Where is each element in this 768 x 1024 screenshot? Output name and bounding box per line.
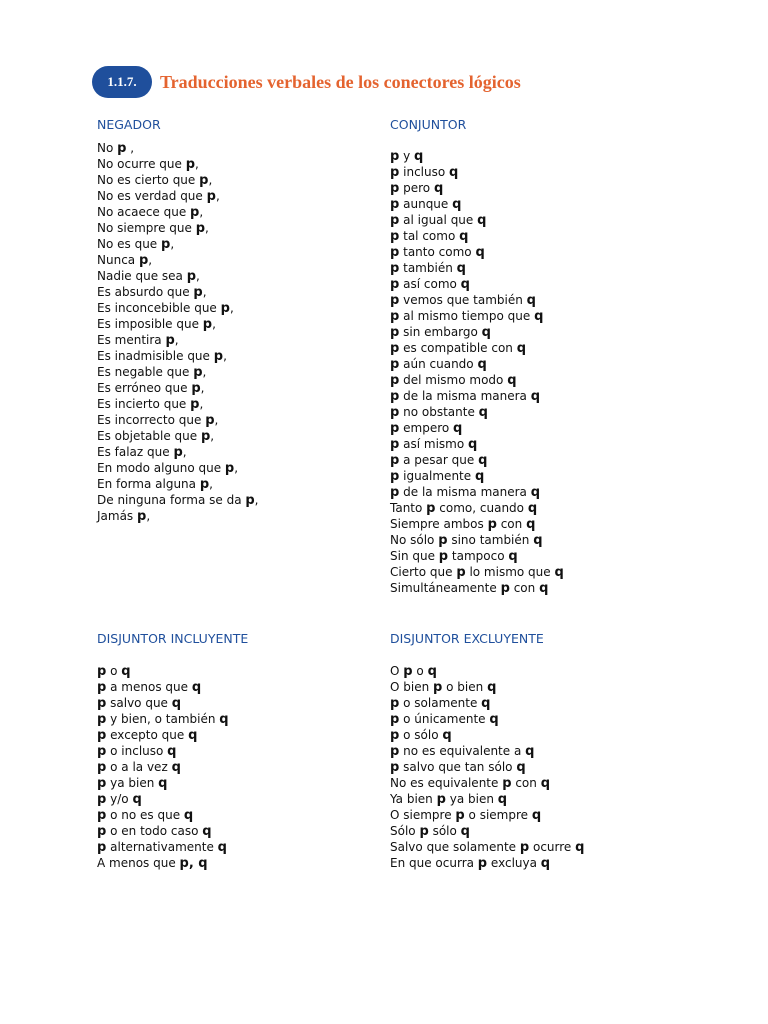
connector-item: p empero q — [390, 421, 463, 436]
connector-item: p no obstante q — [390, 405, 488, 420]
connector-item: p pero q — [390, 181, 444, 196]
connector-item: p o no es que q — [97, 808, 194, 823]
connector-item: p excepto que q — [97, 728, 198, 743]
disjuntor-incluyente-heading: DISJUNTOR INCLUYENTE — [97, 631, 249, 646]
connector-item: p tanto como q — [390, 245, 485, 260]
connector-item: Es absurdo que p, — [97, 285, 207, 300]
connector-item: Siempre ambos p con q — [390, 517, 536, 532]
connector-item: p a menos que q — [97, 680, 202, 695]
connector-item: A menos que p, q — [97, 856, 208, 871]
connector-item: p es compatible con q — [390, 341, 527, 356]
connector-item: Cierto que p lo mismo que q — [390, 565, 564, 580]
connector-item: p o sólo q — [390, 728, 452, 743]
connector-item: Ya bien p ya bien q — [390, 792, 508, 807]
connector-item: No es equivalente p con q — [390, 776, 551, 791]
connector-item: En forma alguna p, — [97, 477, 213, 492]
connector-item: Es mentira p, — [97, 333, 179, 348]
connector-item: Es falaz que p, — [97, 445, 187, 460]
section-number-badge: 1.1.7. — [92, 66, 152, 98]
disjuntor-incluyente-section — [97, 631, 397, 871]
connector-item: Es objetable que p, — [97, 429, 215, 444]
connector-item: p o en todo caso q — [97, 824, 212, 839]
connector-item: p salvo que q — [97, 696, 182, 711]
connector-item: Nadie que sea p, — [97, 269, 200, 284]
connector-item: No acaece que p, — [97, 205, 204, 220]
disjuntor-excluyente-section — [390, 631, 690, 871]
connector-item: Es erróneo que p, — [97, 381, 205, 396]
connector-item: Jamás p, — [97, 509, 151, 524]
connector-item: Sólo p sólo q — [390, 824, 470, 839]
conjuntor-list — [390, 148, 690, 596]
connector-item: p así como q — [390, 277, 470, 292]
connector-item: p aunque q — [390, 197, 462, 212]
negador-section — [97, 117, 397, 524]
connector-item: p a pesar que q — [390, 453, 488, 468]
conjuntor-heading: CONJUNTOR — [390, 117, 467, 132]
negador-heading: NEGADOR — [97, 117, 161, 132]
connector-item: De ninguna forma se da p, — [97, 493, 259, 508]
connector-item: O p o q — [390, 664, 437, 679]
connector-item: p y bien, o también q — [97, 712, 229, 727]
negador-list — [97, 140, 397, 524]
connector-item: p no es equivalente a q — [390, 744, 535, 759]
connector-item: p de la misma manera q — [390, 485, 541, 500]
connector-item: No sólo p sino también q — [390, 533, 543, 548]
connector-item: Nunca p, — [97, 253, 153, 268]
page-title: Traducciones verbales de los conectores lógicos — [160, 72, 521, 92]
connector-item: p así mismo q — [390, 437, 478, 452]
connector-item: Salvo que solamente p ocurre q — [390, 840, 585, 855]
connector-item: p aún cuando q — [390, 357, 487, 372]
connector-item: Sin que p tampoco q — [390, 549, 518, 564]
connector-item: O bien p o bien q — [390, 680, 497, 695]
connector-item: Es incierto que p, — [97, 397, 204, 412]
connector-item: p alternativamente q — [97, 840, 227, 855]
connector-item: Tanto p como, cuando q — [390, 501, 538, 516]
connector-item: No ocurre que p, — [97, 157, 199, 172]
connector-item: No p , — [97, 141, 135, 156]
connector-item: p al igual que q — [390, 213, 487, 228]
disjuntor-excluyente-list — [390, 663, 690, 871]
connector-item: En modo alguno que p, — [97, 461, 239, 476]
connector-item: Simultáneamente p con q — [390, 581, 549, 596]
connector-item: p incluso q — [390, 165, 459, 180]
connector-item: p y q — [390, 149, 424, 164]
conjuntor-section — [390, 117, 690, 596]
connector-item: p también q — [390, 261, 466, 276]
connector-item: p tal como q — [390, 229, 469, 244]
connector-item: No es cierto que p, — [97, 173, 213, 188]
connector-item: O siempre p o siempre q — [390, 808, 542, 823]
disjuntor-incluyente-list — [97, 663, 397, 871]
connector-item: p o q — [97, 664, 131, 679]
connector-item: p o incluso q — [97, 744, 177, 759]
connector-item: No es que p, — [97, 237, 175, 252]
connector-item: p igualmente q — [390, 469, 485, 484]
connector-item: p ya bien q — [97, 776, 168, 791]
connector-item: Es imposible que p, — [97, 317, 216, 332]
connector-item: No siempre que p, — [97, 221, 209, 236]
connector-item: En que ocurra p excluya q — [390, 856, 551, 871]
connector-item: p al mismo tiempo que q — [390, 309, 544, 324]
connector-item: Es incorrecto que p, — [97, 413, 219, 428]
connector-item: p o solamente q — [390, 696, 491, 711]
connector-item: p vemos que también q — [390, 293, 536, 308]
connector-item: p y/o q — [97, 792, 142, 807]
connector-item: Es inconcebible que p, — [97, 301, 234, 316]
connector-item: Es inadmisible que p, — [97, 349, 227, 364]
connector-item: p salvo que tan sólo q — [390, 760, 526, 775]
connector-item: Es negable que p, — [97, 365, 207, 380]
connector-item: p del mismo modo q — [390, 373, 517, 388]
connector-item: p o a la vez q — [97, 760, 181, 775]
connector-item: p o únicamente q — [390, 712, 499, 727]
connector-item: p de la misma manera q — [390, 389, 541, 404]
connector-item: p sin embargo q — [390, 325, 491, 340]
connector-item: No es verdad que p, — [97, 189, 220, 204]
disjuntor-excluyente-heading: DISJUNTOR EXCLUYENTE — [390, 631, 544, 646]
